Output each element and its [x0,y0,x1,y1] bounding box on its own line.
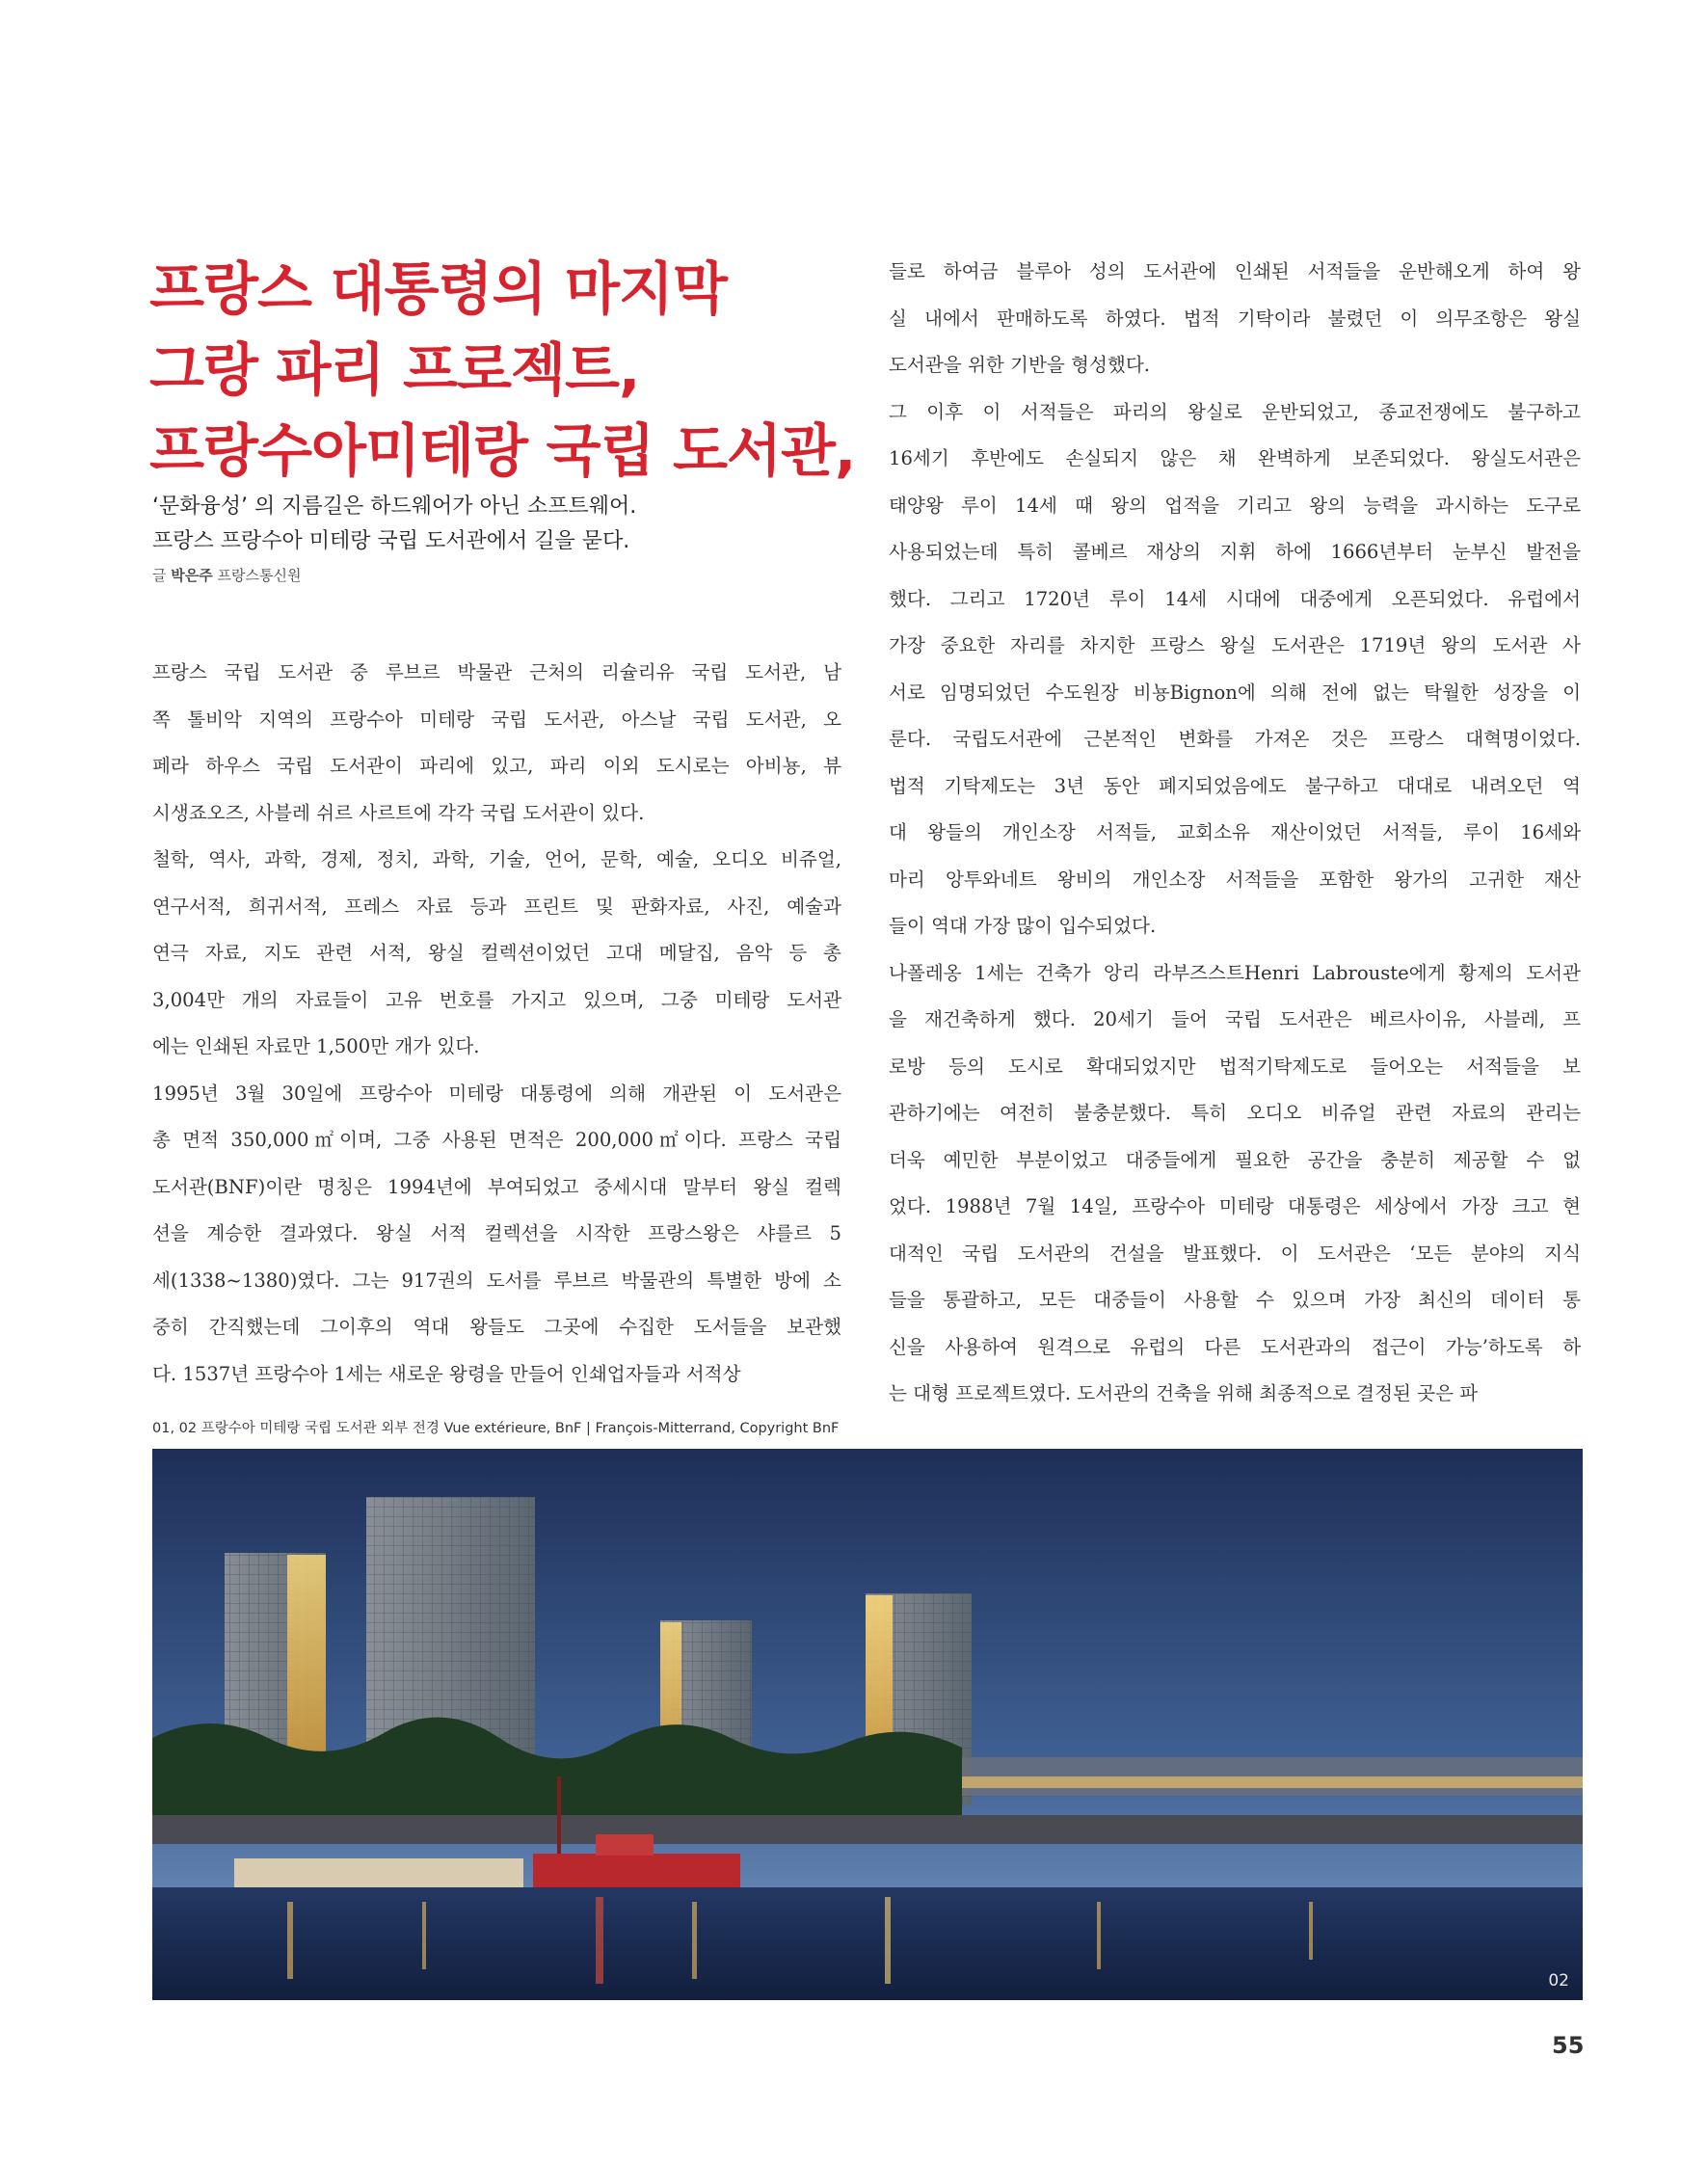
body-text-line: 법적 기탁제도는 3년 동안 폐지되었음에도 불구하고 대대로 내려오던 역 [889,774,1581,797]
body-text-line: 을 재건축하게 했다. 20세기 들어 국립 도서관은 베르사이유, 사블레, 프 [889,1008,1581,1030]
article-title [149,249,863,492]
body-text-line: 세(1338~1380)였다. 그는 917권의 도서를 루브르 박물관의 특별한 방에 소 [152,1269,841,1292]
body-text-line: 었다. 1988년 7월 14일, 프랑수아 미테랑 대통령은 세상에서 가장 크고 현 [889,1195,1581,1217]
body-text-line: 사용되었는데 특히 콜베르 재상의 지휘 하에 1666년부터 눈부신 발전을 [889,541,1581,563]
body-text-line: 들로 하여금 블루아 성의 도서관에 인쇄된 서적들을 운반해오게 하여 왕 [889,260,1581,282]
body-text-line: 로방 등의 도시로 확대되었지만 법적기탁제도로 들어오는 서적들을 보 [889,1055,1581,1078]
body-column-right [889,249,1581,1418]
body-text-line: 룬다. 국립도서관에 근본적인 변화를 가져온 것은 프랑스 대혁명이었다. [889,728,1581,750]
body-text-line: 나폴레옹 1세는 건축가 앙리 라부즈스트Henri Labrouste에게 황제의 도서관 [889,961,1581,984]
subtitle-line: ‘문화융성’ 의 지름길은 하드웨어가 아닌 소프트웨어. [152,494,637,519]
body-text-line: 페라 하우스 국립 도서관이 파리에 있고, 파리 이외 도시로는 아비뇽, 뷰 [152,755,841,777]
body-text-line: 는 대형 프로젝트였다. 도서관의 건축을 위해 최종적으로 결정된 곳은 파 [889,1382,1479,1404]
body-text-line: 그 이후 이 서적들은 파리의 왕실로 운반되었고, 종교전쟁에도 불구하고 [889,400,1581,423]
body-text-line: 중히 간직했는데 그이후의 역대 왕들도 그곳에 수집한 도서들을 보관했 [152,1316,841,1338]
body-text-line: 총 면적 350,000㎡이며, 그중 사용된 면적은 200,000㎡이다. 프랑스 국립 [152,1129,841,1151]
title-line: 프랑수아미테랑 국립 도서관, [149,417,856,484]
body-text-line: 16세기 후반에도 손실되지 않은 채 완벽하게 보존되었다. 왕실도서관은 [889,447,1581,469]
body-text-line: 도서관(BNF)이란 명칭은 1994년에 부여되었고 중세시대 말부터 왕실 컬렉 [152,1175,841,1198]
body-text-line: 대 왕들의 개인소장 서적들, 교회소유 재산이었던 서적들, 루이 16세와 [889,821,1581,843]
body-text-line: 가장 중요한 자리를 차지한 프랑스 왕실 도서관은 1719년 왕의 도서관 사 [889,634,1581,656]
body-text-line: 서로 임명되었던 수도원장 비뇽Bignon에 의해 전에 없는 탁월한 성장을 이 [889,681,1581,704]
library-photo-illustration [152,1449,1583,2000]
library-night-photo [152,1449,1583,2000]
body-text-line: 들이 역대 가장 많이 입수되었다. [889,915,1157,937]
byline-author: 박은주 [171,567,213,584]
byline-prefix: 글 [152,567,167,584]
photo-caption: 01, 02 프랑수아 미테랑 국립 도서관 외부 전경 Vue extérieure, BnF | François-Mitterrand, Copyright BnF [152,1421,840,1436]
body-text-line: 대적인 국립 도서관의 건설을 발표했다. 이 도서관은 ‘모든 분야의 지식 [889,1242,1581,1265]
body-text-line: 연극 자료, 지도 관련 서적, 왕실 컬렉션이었던 고대 메달집, 음악 등 총 [152,942,841,964]
title-line: 그랑 파리 프로젝트, [149,336,640,403]
body-text-line: 1995년 3월 30일에 프랑수아 미테랑 대통령에 의해 개관된 이 도서관은 [152,1082,841,1105]
body-text-line: 프랑스 국립 도서관 중 루브르 박물관 근처의 리슐리유 국립 도서관, 남 [152,661,841,683]
body-text-line: 쪽 톨비악 지역의 프랑수아 미테랑 국립 도서관, 아스날 국립 도서관, 오 [152,708,841,731]
body-column-left [152,650,841,1398]
body-text-line: 다. 1537년 프랑수아 1세는 새로운 왕령을 만들어 인쇄업자들과 서적상 [152,1362,741,1385]
subtitle-line: 프랑스 프랑수아 미테랑 국립 도서관에서 길을 묻다. [152,529,630,553]
body-text-line: 신을 사용하여 원격으로 유럽의 다른 도서관과의 접근이 가능’하도록 하 [889,1335,1581,1358]
article-subtitle [152,490,866,559]
body-text-line: 더욱 예민한 부분이었고 대중들에게 필요한 공간을 충분히 제공할 수 없 [889,1148,1581,1171]
photo-number: 02 [1548,1971,1569,1990]
body-text-line: 션을 계승한 결과였다. 왕실 서적 컬렉션을 시작한 프랑스왕은 샤를르 5 [152,1222,841,1244]
body-text-line: 태양왕 루이 14세 때 왕의 업적을 기리고 왕의 능력을 과시하는 도구로 [889,494,1581,517]
body-text-line: 연구서적, 희귀서적, 프레스 자료 등과 프린트 및 판화자료, 사진, 예술과 [152,895,841,918]
page-number: 55 [1552,2032,1585,2059]
byline [152,565,302,585]
title-line: 프랑스 대통령의 마지막 [149,255,728,322]
body-text-line: 시생죠오즈, 사블레 쉬르 사르트에 각각 국립 도서관이 있다. [152,801,645,824]
body-text-line: 철학, 역사, 과학, 경제, 정치, 과학, 기술, 언어, 문학, 예술, 오디오 비쥬얼, [152,848,841,870]
body-text-line: 에는 인쇄된 자료만 1,500만 개가 있다. [152,1035,480,1057]
body-text-line: 실 내에서 판매하도록 하였다. 법적 기탁이라 불렸던 이 의무조항은 왕실 [889,307,1581,330]
body-text-line: 들을 통괄하고, 모든 대중들이 사용할 수 있으며 가장 최신의 데이터 통 [889,1289,1581,1311]
body-text-line: 했다. 그리고 1720년 루이 14세 시대에 대중에게 오픈되었다. 유럽에서 [889,587,1581,610]
body-text-line: 관하기에는 여전히 불충분했다. 특히 오디오 비쥬얼 관련 자료의 관리는 [889,1102,1581,1124]
body-text-line: 마리 앙투와네트 왕비의 개인소장 서적들을 포함한 왕가의 고귀한 재산 [889,868,1581,891]
body-text-line: 3,004만 개의 자료들이 고유 번호를 가지고 있으며, 그중 미테랑 도서관 [152,988,841,1011]
byline-role: 프랑스통신원 [217,567,302,584]
body-text-line: 도서관을 위한 기반을 형성했다. [889,354,1150,376]
